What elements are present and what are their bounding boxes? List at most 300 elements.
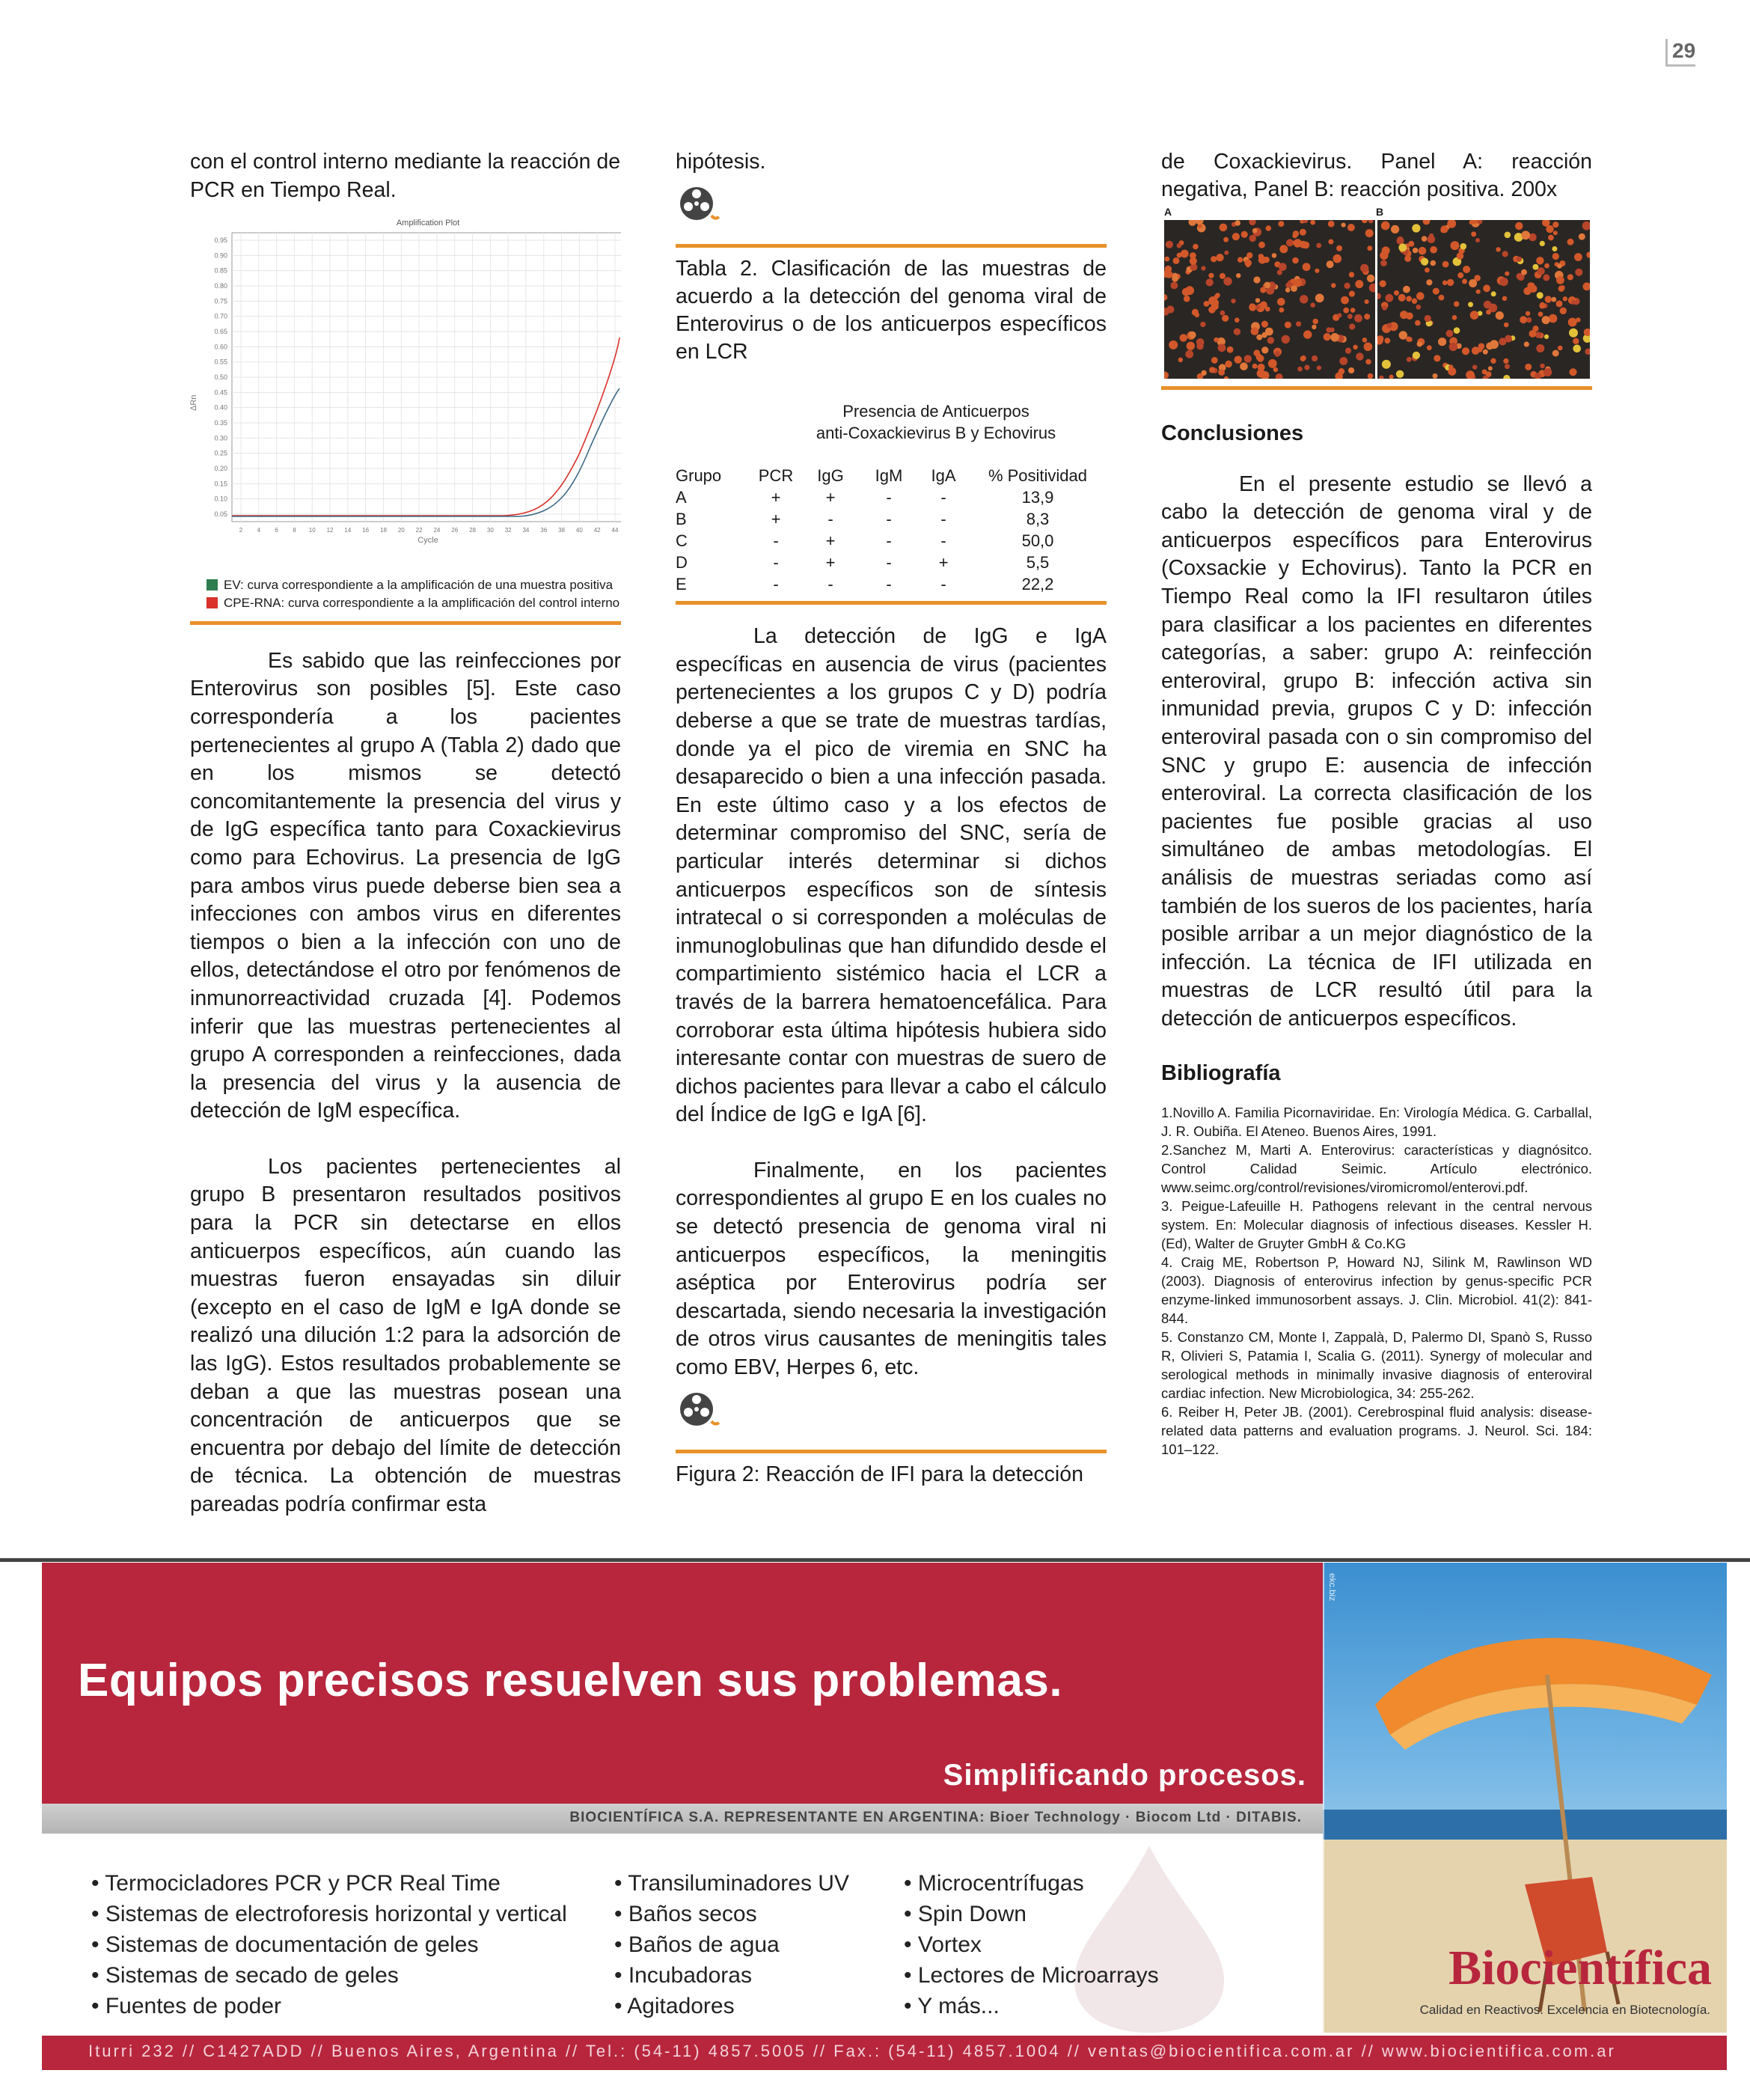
cell-dot	[1505, 364, 1510, 369]
film-reel-icon	[676, 184, 723, 228]
y-tick-label: 0.95	[214, 236, 227, 245]
cell-dot	[1520, 316, 1527, 323]
cell-dot	[1258, 254, 1264, 259]
cell-dot	[1582, 282, 1590, 290]
cell-dot	[1249, 235, 1256, 242]
y-tick-label: 0.65	[214, 328, 227, 336]
cell-dot	[1552, 253, 1559, 260]
cell-dot	[1460, 243, 1467, 250]
bibliography-item: 1.Novillo A. Familia Picornaviridae. En: Virología Médica. G. Carballal, J. R. Oubiña. El Ateneo. Buenos Aires, 1991.	[1161, 1105, 1592, 1140]
list-item: • Sistemas de documentación de geles	[91, 1929, 567, 1960]
cell-dot	[1382, 246, 1390, 254]
cell-dot	[1244, 355, 1252, 362]
y-tick-label: 0.80	[214, 282, 227, 290]
cell-dot	[1256, 335, 1262, 341]
cell-dot	[1285, 287, 1291, 293]
table-group-header-line-2: anti-Coxackievirus B y Echovirus	[816, 424, 1056, 443]
cell-dot	[1255, 298, 1260, 302]
figure-2-rule	[676, 1450, 1107, 1453]
cell: +	[771, 488, 781, 507]
cell-dot	[1178, 358, 1183, 362]
cell-dot	[1413, 248, 1419, 254]
cell-dot	[1349, 272, 1354, 277]
cell-dot	[1294, 279, 1302, 287]
y-axis-label: ΔRn	[190, 394, 198, 412]
cell-dot	[1272, 253, 1277, 258]
y-tick-label: 0.45	[214, 388, 227, 397]
y-tick-label: 0.40	[214, 403, 227, 412]
y-tick-labels	[214, 236, 227, 518]
cell-dot	[1585, 349, 1590, 355]
cell-dot	[1343, 308, 1349, 314]
figure-2-caption-start: Figura 2: Reacción de IFI para la detección	[676, 1462, 1083, 1487]
cell-dot	[1584, 329, 1590, 336]
y-tick-label: 0.50	[214, 373, 227, 382]
cell-dot	[1422, 236, 1428, 242]
cell-dot	[1502, 251, 1508, 257]
cell-dot	[1381, 222, 1390, 231]
cell-dot	[1563, 296, 1567, 301]
cell-dot	[1538, 311, 1544, 317]
cell-dot	[1244, 260, 1252, 267]
cell-dot	[1328, 221, 1335, 228]
cell-dot	[1385, 294, 1393, 302]
cell-dot	[1362, 220, 1368, 223]
cell-dot	[1499, 278, 1508, 286]
cell-dot	[1462, 347, 1469, 355]
cell-dot	[1490, 358, 1496, 364]
y-tick-label: 0.35	[214, 419, 227, 427]
x-tick-label: 38	[558, 527, 566, 534]
cell-dot	[1292, 257, 1299, 264]
cell-dot	[1180, 334, 1187, 341]
cell-dot	[1380, 280, 1386, 287]
x-tick-label: 40	[575, 527, 583, 534]
legend-label-cpe-rna: CPE-RNA: curva correspondiente a la amplificación del control interno	[224, 595, 620, 610]
cell-dot	[1256, 354, 1263, 361]
cell-dot	[1434, 355, 1440, 361]
cell-dot	[1231, 299, 1235, 303]
cell-dot	[1253, 276, 1260, 283]
cell-dot	[1293, 240, 1297, 245]
cell-dot	[1364, 314, 1370, 320]
cell-dot	[1412, 299, 1417, 304]
y-tick-label: 0.85	[214, 266, 227, 275]
cell-dot	[1466, 370, 1475, 379]
cell-dot	[1517, 257, 1522, 262]
ad-subheadline: Simplificando procesos.	[943, 1759, 1306, 1792]
cell-dot	[1241, 231, 1248, 238]
x-tick-label: 44	[611, 527, 619, 534]
cell-dot	[1182, 288, 1190, 296]
cell-dot	[1544, 335, 1549, 339]
cell: +	[825, 553, 836, 573]
ad-representative: BIOCIENTÍFICA S.A. REPRESENTANTE EN ARGENTINA: Bioer Technology · Biocom Ltd · DITABIS.	[569, 1810, 1302, 1825]
col2-paragraph-2: Finalmente, en los pacientes correspondientes al grupo E en los cuales no se detectó presencia de genoma viral ni anticuerpos específicos, la meningitis aséptica por Enterovirus podría ser descartada, siendo necesaria la investigación de otros virus causantes de meningitis tales como EBV, Herpes 6, etc.	[676, 1158, 1107, 1380]
col2-intro: hipótesis.	[676, 150, 766, 174]
cell: D	[676, 553, 688, 573]
cell-dot	[1446, 330, 1454, 338]
page-number: 29	[1665, 39, 1695, 67]
cell-dot	[1273, 367, 1279, 373]
cell-dot	[1394, 290, 1399, 296]
ad-footer-bar	[42, 2036, 1727, 2070]
cell-dot	[1164, 294, 1167, 301]
cell-dot	[1181, 250, 1189, 258]
list-item: • Y más...	[904, 1991, 1159, 2021]
cell-dot	[1369, 284, 1375, 293]
cell-dot	[1285, 322, 1291, 329]
cell-dot	[1297, 367, 1303, 372]
cell-dot	[1548, 235, 1554, 241]
cell-dot	[1187, 342, 1195, 350]
cell-dot	[1556, 300, 1563, 307]
cell-dot	[1540, 364, 1545, 369]
cell: -	[773, 553, 779, 573]
table-row	[676, 530, 1107, 552]
cell-dot	[1431, 260, 1437, 266]
list-item: • Vortex	[904, 1929, 1159, 1960]
x-tick-label: 16	[362, 527, 370, 534]
cell-dot	[1560, 308, 1567, 314]
cell-dot	[1406, 296, 1412, 302]
table-2-grid	[676, 465, 1107, 595]
cell-dot	[1365, 229, 1374, 237]
cell-dot	[1423, 220, 1431, 225]
col2-paragraph-1: La detección de IgG e IgA específicas en ausencia de virus (pacientes pertenecientes a los grupos C y D) podría deberse a que se trate de muestras tardías, donde ya el pico de viremia en SNC ha desaparecido o bien a una infección pasada. En este último caso y a los efectos de determinar compromiso del SNC, sería de particular interés determinar si dichos anticuerpos específicos son de síntesis intratecal o si corresponden a moléculas de inmunoglobulinas que han difundido desde el compartimiento sistémico hacia el LCR a través de la barrera hematoencefálica. Para corroborar esta última hipótesis hubiera sido interesante contar con muestras de suero de dichos pacientes para llevar a cabo el cálculo del Índice de IgG e IgA [6].	[676, 624, 1107, 1127]
cell-dot	[1545, 296, 1552, 302]
x-tick-label: 28	[469, 527, 476, 534]
y-tick-label: 0.75	[214, 297, 227, 305]
cell-dot	[1300, 356, 1306, 361]
legend-ev	[206, 576, 621, 594]
cell-dot	[1218, 369, 1225, 376]
cell-dot	[1427, 345, 1432, 350]
cell-dot	[1379, 376, 1383, 379]
cell-dot	[1360, 264, 1368, 272]
cell-dot	[1412, 224, 1420, 232]
plot-title: Amplification Plot	[396, 219, 460, 228]
cell-dot	[1286, 239, 1294, 246]
table-row	[676, 508, 1107, 530]
list-item: • Microcentrífugas	[904, 1868, 1159, 1899]
cell-dot	[1234, 329, 1240, 335]
cell-dot	[1457, 252, 1464, 260]
list-item: • Spin Down	[904, 1899, 1159, 1929]
th-igm: IgM	[875, 466, 903, 486]
th-iga: IgA	[931, 466, 956, 486]
ad-contact-info: Iturri 232 // C1427ADD // Buenos Aires, Argentina // Tel.: (54-11) 4857.5005 // Fax.: (54-11) 4857.1004 // ventas@biocientifica.com.ar // www.biocientifica.com.ar	[88, 2042, 1616, 2060]
cell-dot	[1260, 302, 1267, 309]
cell-dot	[1258, 364, 1265, 371]
cell-dot	[1364, 343, 1373, 352]
cell: A	[676, 488, 687, 507]
cell-dot	[1382, 305, 1387, 311]
x-tick-label: 8	[293, 527, 296, 534]
col1-intro: con el control interno mediante la reacción de PCR en Tiempo Real.	[190, 150, 621, 202]
th-positividad: % Positividad	[988, 466, 1088, 486]
cell-dot	[1539, 303, 1545, 309]
x-tick-label: 10	[308, 527, 316, 534]
cell-dot	[1264, 282, 1270, 289]
cell-dot	[1417, 341, 1422, 347]
cell-dot	[1542, 316, 1550, 324]
list-item: • Baños de agua	[614, 1929, 849, 1960]
cell-dot	[1220, 273, 1226, 279]
cell-dot	[1224, 251, 1229, 255]
cell-dot	[1529, 330, 1537, 338]
cell-dot	[1303, 330, 1312, 338]
cell-dot	[1327, 260, 1334, 268]
cell-dot	[1164, 257, 1169, 262]
y-tick-label: 0.15	[214, 480, 227, 488]
legend-cpe-rna	[206, 594, 621, 612]
x-tick-label: 24	[433, 527, 441, 534]
cell: 5,5	[1026, 553, 1050, 573]
cell-dot	[1505, 272, 1509, 276]
cell-dot	[1348, 367, 1354, 373]
cell-dot	[1484, 301, 1492, 309]
biocientifica-logo: Biocientífica	[1448, 1941, 1712, 1995]
cell-dot	[1397, 236, 1404, 243]
cell-dot	[1407, 357, 1412, 362]
cell-dot	[1396, 370, 1404, 378]
cell-dot	[1232, 233, 1240, 240]
cell-dot	[1454, 327, 1460, 334]
cell-dot	[1282, 335, 1290, 344]
cell: E	[676, 575, 687, 594]
cell-dot	[1382, 360, 1391, 369]
cell-dot	[1515, 222, 1523, 230]
cell-dot	[1552, 350, 1559, 357]
cell-dot	[1540, 241, 1545, 246]
cell-dot	[1400, 311, 1408, 319]
cell-dot	[1354, 314, 1362, 323]
biocientifica-tagline: Calidad en Reactivos. Excelencia en Biotecnología.	[1419, 2003, 1710, 2017]
cell: +	[771, 510, 781, 529]
table-2-caption: Tabla 2. Clasificación de las muestras de acuerdo a la detección del genoma viral de Enterovirus o de los anticuerpos específicos en LCR	[676, 257, 1107, 364]
cell-dot	[1296, 321, 1301, 326]
cell-dot	[1486, 342, 1493, 350]
cell-dot	[1220, 311, 1226, 316]
cell-dot	[1556, 276, 1564, 284]
cell-dot	[1266, 225, 1272, 231]
cell-dot	[1543, 274, 1549, 281]
cell: -	[827, 575, 833, 594]
cell-dot	[1184, 296, 1190, 302]
cell: -	[886, 553, 892, 573]
cell-dot	[1384, 338, 1390, 344]
cell-dot	[1193, 244, 1199, 250]
cell-dot	[1569, 329, 1578, 338]
cell-dot	[1457, 272, 1463, 278]
cell-dot	[1164, 372, 1169, 379]
ad-beach-photo	[1323, 1563, 1727, 2033]
cell-dot	[1331, 283, 1336, 288]
cell-dot	[1261, 347, 1268, 353]
bibliography-list	[1161, 1103, 1592, 1459]
cell-dot	[1536, 257, 1544, 264]
cell-dot	[1206, 278, 1214, 286]
cell-dot	[1216, 254, 1223, 261]
cell-dot	[1413, 352, 1420, 359]
cell-dot	[1573, 338, 1579, 344]
list-item: • Lectores de Microarrays	[904, 1960, 1159, 1991]
cell-dot	[1344, 283, 1350, 289]
cell: -	[940, 488, 946, 507]
cell-dot	[1235, 317, 1240, 323]
amplification-plot	[190, 215, 621, 567]
ad-list-3	[904, 1868, 1159, 2021]
list-item: • Sistemas de secado de geles	[91, 1960, 567, 1991]
cell-dot	[1536, 344, 1544, 352]
cell-dot	[1573, 345, 1581, 353]
cell-dot	[1304, 364, 1309, 370]
cell: -	[940, 575, 946, 594]
cell-dot	[1224, 376, 1229, 379]
cell-dot	[1496, 311, 1504, 320]
cell-dot	[1551, 297, 1556, 302]
cell-dot	[1462, 279, 1467, 284]
cell-dot	[1546, 225, 1553, 233]
cell-dot	[1236, 273, 1240, 278]
cell-dot	[1252, 228, 1258, 233]
figure-2-bottom-rule	[1161, 386, 1592, 390]
table-top-rule	[676, 244, 1107, 248]
cell-dot	[1398, 243, 1407, 251]
list-item: • Termocicladores PCR y PCR Real Time	[91, 1868, 567, 1899]
table-header-row	[676, 465, 1107, 486]
col1-paragraph-1: Es sabido que las reinfecciones por Enterovirus son posibles [5]. Este caso correspondería a los pacientes pertenecientes al grupo A (Tabla 2) dado que en los mismos se detectó concomitantemente la presencia del virus y de IgG específica tanto para Coxackievirus como para Echovirus. La presencia de IgG para ambos virus puede deberse bien sea a infecciones con ambos virus en diferentes tiempos o bien a la infección con uno de ellos, detectándose el otro por fenómenos de inmunorreactividad cruzada [4]. Podemos inferir que las muestras pertenecientes al grupo A corresponden a reinfecciones, dada la presencia del virus y la ausencia de detección de IgM específica.	[190, 648, 621, 1123]
cell-dot	[1380, 260, 1387, 266]
cell-dot	[1472, 364, 1477, 369]
cell-dot	[1425, 315, 1431, 322]
cell-dot	[1355, 280, 1363, 288]
cell-dot	[1391, 225, 1399, 233]
cell-dot	[1525, 364, 1532, 370]
y-tick-label: 0.05	[214, 510, 227, 519]
x-tick-label: 30	[486, 527, 494, 534]
cell-dot	[1486, 310, 1491, 315]
list-item: • Incubadoras	[614, 1960, 849, 1991]
cell-dot	[1575, 269, 1582, 276]
cell-dot	[1532, 264, 1538, 270]
cell-dot	[1240, 362, 1248, 370]
cell-dot	[1557, 263, 1562, 269]
advertisement	[42, 1563, 1727, 2072]
cell-dot	[1275, 351, 1281, 357]
ad-side-label: ekc.biz	[1327, 1573, 1338, 1602]
column-1	[190, 148, 621, 1519]
cell-dot	[1189, 220, 1196, 226]
x-tick-label: 34	[522, 527, 530, 534]
cell-dot	[1451, 241, 1460, 250]
cell-dot	[1315, 293, 1324, 302]
cell-dot	[1252, 364, 1258, 369]
y-tick-label: 0.30	[214, 434, 227, 442]
cell-dot	[1310, 220, 1315, 225]
cell-dot	[1454, 301, 1460, 307]
cell-dot	[1367, 275, 1374, 282]
x-tick-label: 2	[239, 527, 243, 534]
conclusions-heading: Conclusiones	[1161, 421, 1304, 445]
panel-a-micrograph	[1164, 220, 1375, 379]
cell-dot	[1553, 231, 1558, 235]
cell-dot	[1258, 242, 1265, 248]
cell-dot	[1521, 269, 1527, 275]
cell-dot	[1505, 335, 1512, 343]
cell-dot	[1317, 365, 1321, 370]
cell-dot	[1222, 315, 1229, 322]
cell-dot	[1474, 275, 1481, 281]
cell-dot	[1200, 322, 1205, 327]
cell-dot	[1312, 355, 1318, 361]
cell-dot	[1433, 373, 1438, 379]
table-group-header-line-1: Presencia de Anticuerpos	[842, 402, 1029, 421]
cell-dot	[1503, 375, 1510, 379]
cell-dot	[1350, 308, 1356, 313]
cell-dot	[1527, 282, 1533, 288]
cell-dot	[1387, 323, 1392, 329]
x-tick-label: 26	[451, 527, 459, 534]
cell-dot	[1475, 238, 1480, 242]
y-tick-label: 0.20	[214, 465, 227, 473]
cell-dot	[1279, 245, 1288, 253]
cell-dot	[1208, 296, 1217, 305]
cell-dot	[1488, 366, 1493, 370]
cell: 50,0	[1021, 531, 1054, 551]
cell-dot	[1365, 359, 1371, 364]
cell-dot	[1337, 313, 1341, 317]
cell-dot	[1526, 311, 1530, 316]
cell-dot	[1579, 233, 1585, 240]
y-tick-label: 0.10	[214, 495, 227, 503]
cell-dot	[1367, 245, 1372, 251]
bibliography-item: 2.Sanchez M, Marti A. Enterovirus: características y diagnósitco. Control Calidad Seimic. Artículo electrónico. www.seimc.org/control/revisiones/viromicromol/enterovi.pdf.	[1161, 1142, 1592, 1196]
cell-dot	[1368, 373, 1374, 379]
cell-dot	[1185, 350, 1193, 358]
y-tick-label: 0.25	[214, 449, 227, 457]
cell-dot	[1211, 357, 1218, 364]
cell-dot	[1552, 222, 1558, 228]
cell-dot	[1377, 335, 1383, 342]
cell-dot	[1220, 224, 1228, 232]
cell-dot	[1582, 222, 1590, 231]
bibliography-item: 6. Reiber H, Peter JB. (2001). Cerebrospinal fluid analysis: disease-related data patterns and evaluation programs. J. Neurol. Sci. 184: 101–122.	[1161, 1404, 1592, 1458]
cell-dot	[1169, 341, 1178, 350]
cell-dot	[1503, 358, 1508, 364]
bibliography-item: 3. Peigue-Lafeuille H. Pathogens relevant in the central nervous system. En: Molecular diagnosis of infectious diseases. Kessler H. (Ed), Walter de Gruyter GmbH & Co.KG	[1161, 1198, 1592, 1252]
cell-dot	[1544, 368, 1552, 376]
legend-swatch-cpe-rna	[206, 597, 218, 608]
cell-dot	[1345, 348, 1351, 354]
column-2	[676, 148, 1107, 1489]
cell-dot	[1277, 298, 1285, 306]
cell-dot	[1196, 338, 1205, 347]
cell-dot	[1408, 241, 1414, 247]
amplification-figure	[190, 215, 621, 625]
list-item: • Agitadores	[614, 1991, 849, 2021]
cell-dot	[1365, 299, 1369, 304]
x-tick-label: 6	[275, 527, 278, 534]
cell-dot	[1276, 373, 1283, 379]
cell-dot	[1218, 344, 1226, 352]
cell-dot	[1173, 257, 1180, 264]
x-tick-label: 36	[540, 527, 548, 534]
cell-dot	[1204, 301, 1210, 307]
panel-b-label: B	[1376, 206, 1384, 218]
th-pcr: PCR	[758, 466, 794, 486]
